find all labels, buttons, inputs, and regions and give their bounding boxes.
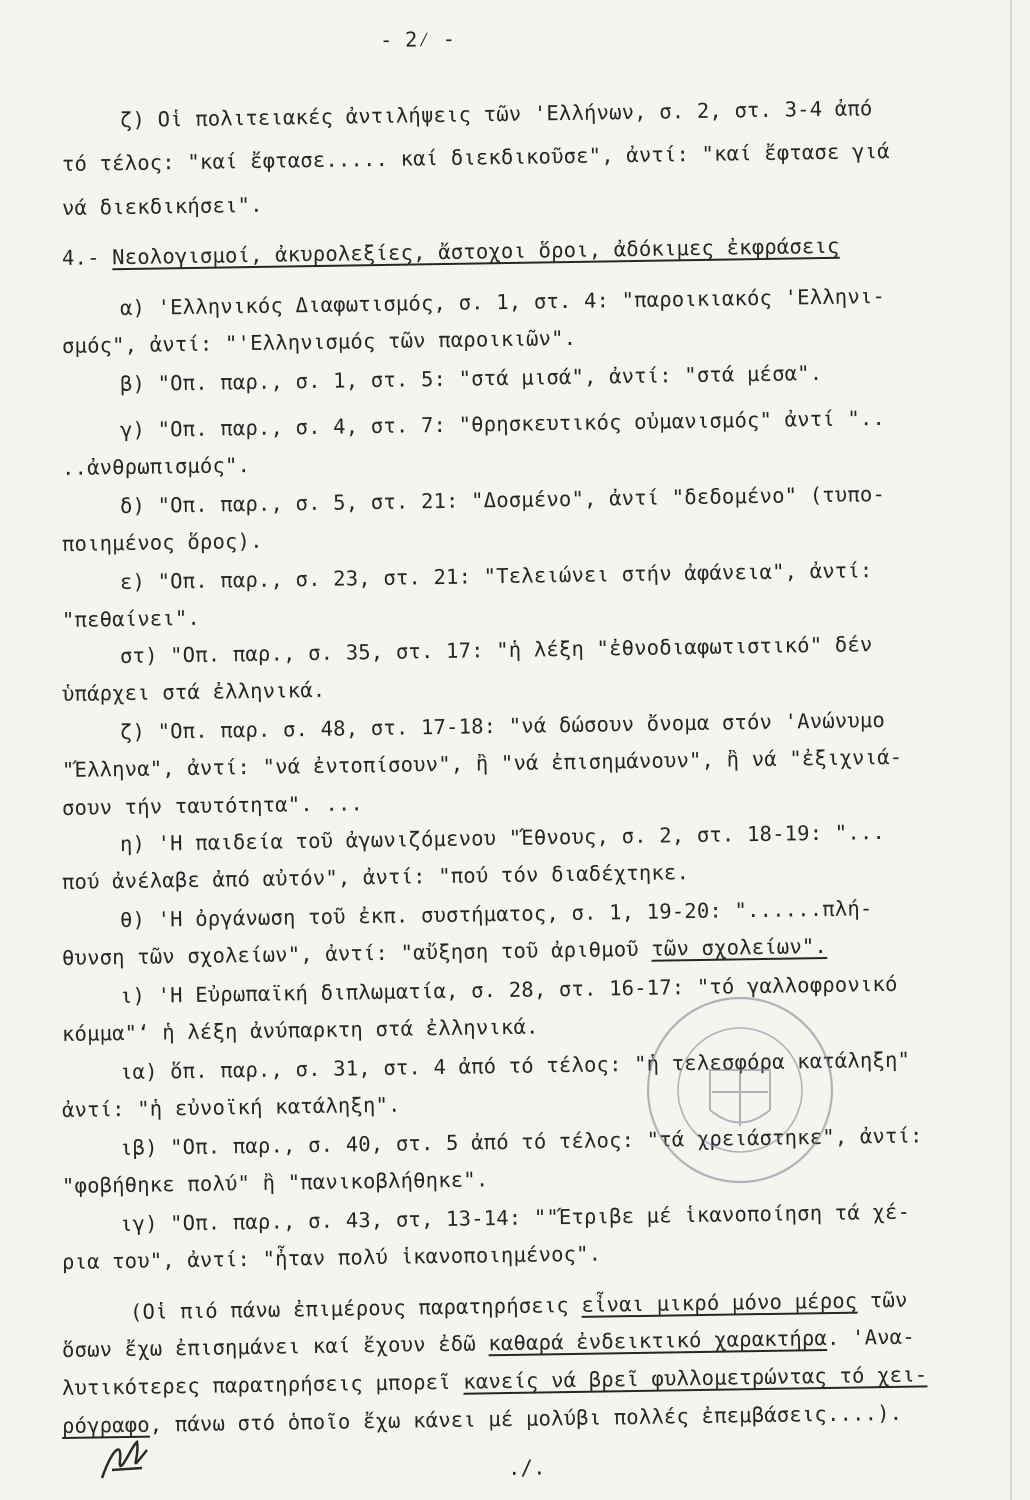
line-part: (Οἱ πιό πάνω ἐπιμέρους παρατηρήσεις xyxy=(129,1292,582,1324)
official-seal-icon xyxy=(640,990,840,1190)
signature-icon xyxy=(92,1430,162,1490)
line: "φοβήθηκε πολύ" ἢ "πανικοβλήθηκε". xyxy=(61,1167,489,1198)
page-edge xyxy=(1010,0,1012,1500)
line: δ) "Οπ. παρ., σ. 5, στ. 21: "Δοσμένο", ἀντί "δεδομένο" (τυπο- xyxy=(119,481,886,518)
line-part: θυνση τῶν σχολείων", ἀντί: "αὔξηση τοῦ ἀριθμοῦ xyxy=(61,936,652,970)
line xyxy=(130,1288,908,1324)
underlined-text: κανείς νά βρεῖ φυλλομετρώντας τό χει- xyxy=(463,1362,928,1394)
continuation-mark: ./. xyxy=(507,1455,546,1480)
line: ι) 'Η Εὐρωπαϊκή διπλωματία, σ. 28, στ. 16-17: "τό γαλλοφρονικό xyxy=(119,971,898,1008)
line: ζ) Οἱ πολιτειακές ἀντιλήψεις τῶν 'Ελλήνων, σ. 2, στ. 3-4 ἀπό xyxy=(119,96,873,132)
line xyxy=(62,1401,903,1438)
line: ὑπάρχει στά ἐλληνικά. xyxy=(61,677,326,706)
underlined-text: καθαρά ἐνδεικτικό χαρακτήρα xyxy=(488,1325,828,1356)
underlined-text: τῶν σχολείων". xyxy=(651,933,828,961)
line: η) 'Η παιδεία τοῦ ἀγωνιζόμενου "Έθνους, σ. 2, στ. 18-19: "... xyxy=(119,819,886,856)
section-number: 4.- xyxy=(61,245,113,270)
line: "πεθαίνει". xyxy=(61,605,201,632)
line: α) 'Ελληνικός Διαφωτισμός, σ. 1, στ. 4: "παροικιακός 'Ελληνι- xyxy=(119,283,886,320)
line: ζ) "Οπ. παρ. σ. 48, στ. 17-18: "νά δώσουν ὄνομα στόν 'Ανώνυμο xyxy=(119,707,886,744)
line: θ) 'Η ὀργάνωση τοῦ ἐκπ. συστήματος, σ. 1, 19-20: "......πλή- xyxy=(119,896,873,932)
line: ια) ὅπ. παρ., σ. 31, στ. 4 ἀπό τό τέλος: "ἡ τελεσφόρα κατάληξη" xyxy=(119,1047,911,1084)
line: ιβ) "Οπ. παρ., σ. 40, στ. 5 ἀπό τό τέλος: "τά χρειάστηκε", ἀντί: xyxy=(119,1123,923,1160)
line: "Έλληνα", ἀντί: "νά ἐντοπίσουν", ἢ "νά ἐπισημάνουν", ἢ νά "ἐξιχνιά- xyxy=(61,744,903,782)
line: β) "Οπ. παρ., σ. 1, στ. 5: "στά μισά", ἀντί: "στά μέσα". xyxy=(119,360,823,396)
line-part: . 'Ανα- xyxy=(826,1324,915,1350)
line-part: ὅσων ἔχω ἐπισημάνει καί ἔχουν ἐδῶ xyxy=(61,1331,489,1362)
line: ποιημένος ὅρος). xyxy=(61,528,263,556)
line-part: λυτικότερες παρατηρήσεις μπορεῖ xyxy=(61,1369,464,1400)
line xyxy=(62,1362,928,1400)
line-part: τῶν xyxy=(857,1287,908,1313)
line: νά διεκδικήσει". xyxy=(61,192,263,220)
underlined-text: εἶναι μικρό μόνο μέρος xyxy=(581,1288,858,1317)
line: ρια του", ἀντί: "ἦταν πολύ ἱκανοποιημένος". xyxy=(61,1241,602,1274)
underlined-text: ρόγραφο xyxy=(61,1412,150,1438)
line: ε) "Οπ. παρ., σ. 23, στ. 21: "Τελειώνει στήν ἀφάνεια", ἀντί: xyxy=(119,558,873,594)
line xyxy=(62,1325,915,1362)
line: σμός", ἀντί: "'Ελληνισμός τῶν παροικιῶν". xyxy=(61,325,577,358)
section-heading xyxy=(62,234,840,270)
line: τό τέλος: "καί ἔφτασε..... καί διεκδικοῦσε", ἀντί: "καί ἔφτασε γιά xyxy=(61,138,890,176)
line: ..ἀνθρωπισμός". xyxy=(61,453,251,480)
line-part: , πάνω στό ὁποῖο ἔχω κάνει μέ μολύβι πολλές ἐπεμβάσεις....). xyxy=(149,1400,903,1437)
line: πού ἀνέλαβε ἀπό αὐτόν", ἀντί: "πού τόν διαδέχτηκε. xyxy=(61,860,690,894)
line: ἀντί: "ἡ εὐνοϊκή κατάληξη". xyxy=(61,1092,401,1122)
line: στ) "Οπ. παρ., σ. 35, στ. 17: "ἡ λέξη "ἐθνοδιαφωτιστικό" δέν xyxy=(119,632,873,668)
line xyxy=(62,934,827,970)
section-title: Νεολογισμοί, ἀκυρολεξίες, ἄστοχοι ὅροι, ἀδόκιμες ἐκφράσεις xyxy=(111,233,840,270)
line: γ) "Οπ. παρ., σ. 4, στ. 7: "θρησκευτικός οὐμανισμός" ἀντί ".. xyxy=(119,405,886,442)
page-number: - 2⁄ - xyxy=(379,26,456,52)
line: ιγ) "Οπ. παρ., σ. 43, στ, 13-14: ""Έτριβε μέ ἱκανοποίηση τά χέ- xyxy=(119,1199,911,1236)
line: σουν τήν ταυτότητα". ... xyxy=(61,791,364,820)
line: κόμμα"ʻ ἡ λέξη ἀνύπαρκτη στά ἐλληνικά. xyxy=(61,1014,539,1046)
